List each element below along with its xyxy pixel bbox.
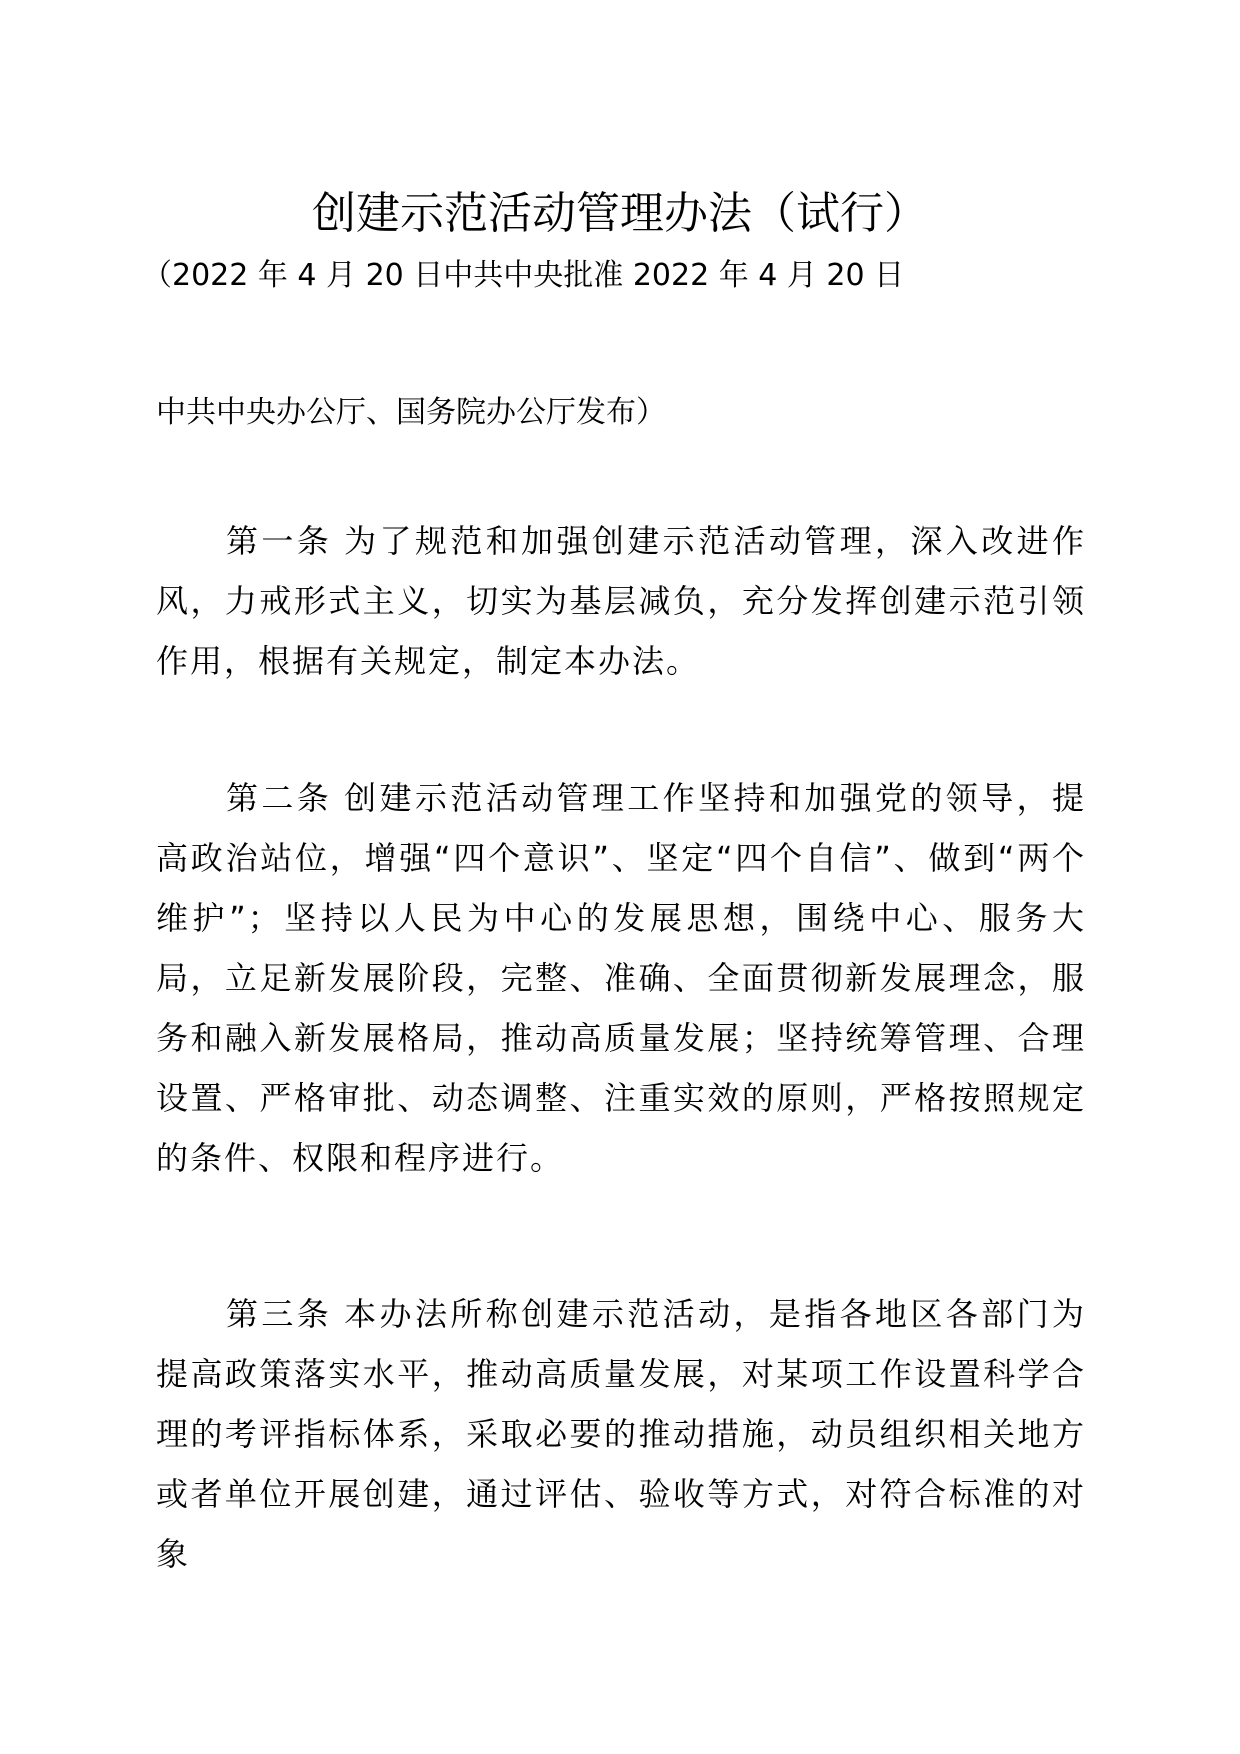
article-3-text: 本办法所称创建示范活动，是指各地区各部门为提高政策落实水平，推动高质量发展，对某项工作设置科学合理的考评指标体系，采取必要的推动措施，动员组织相关地方或者单位开展创建，通过评估、验收等方式，对符合标准的对象 [156, 1295, 1086, 1573]
document-subtitle-line-2: 中共中央办公厅、国务院办公厅发布） [156, 395, 666, 430]
document-subtitle-line-1: （2022 年 4 月 20 日中共中央批准 2022 年 4 月 20 日 [142, 258, 905, 293]
article-3 [156, 1284, 1086, 1584]
article-1 [156, 511, 1086, 691]
article-3-label: 第三条 [226, 1295, 333, 1333]
article-1-label: 第一条 [226, 522, 333, 560]
article-1-text: 为了规范和加强创建示范活动管理，深入改进作风，力戒形式主义，切实为基层减负，充分发挥创建示范引领作用，根据有关规定，制定本办法。 [156, 522, 1086, 680]
article-2 [156, 768, 1086, 1188]
article-2-label: 第二条 [226, 779, 333, 817]
document-title: 创建示范活动管理办法（试行） [312, 188, 928, 239]
article-2-text: 创建示范活动管理工作坚持和加强党的领导，提高政治站位，增强“四个意识”、坚定“四个自信”、做到“两个维护”；坚持以人民为中心的发展思想，围绕中心、服务大局，立足新发展阶段，完整、准确、全面贯彻新发展理念，服务和融入新发展格局，推动高质量发展；坚持统筹管理、合理设置、严格审批、动态调整、注重实效的原则，严格按照规定的条件、权限和程序进行。 [156, 779, 1086, 1177]
